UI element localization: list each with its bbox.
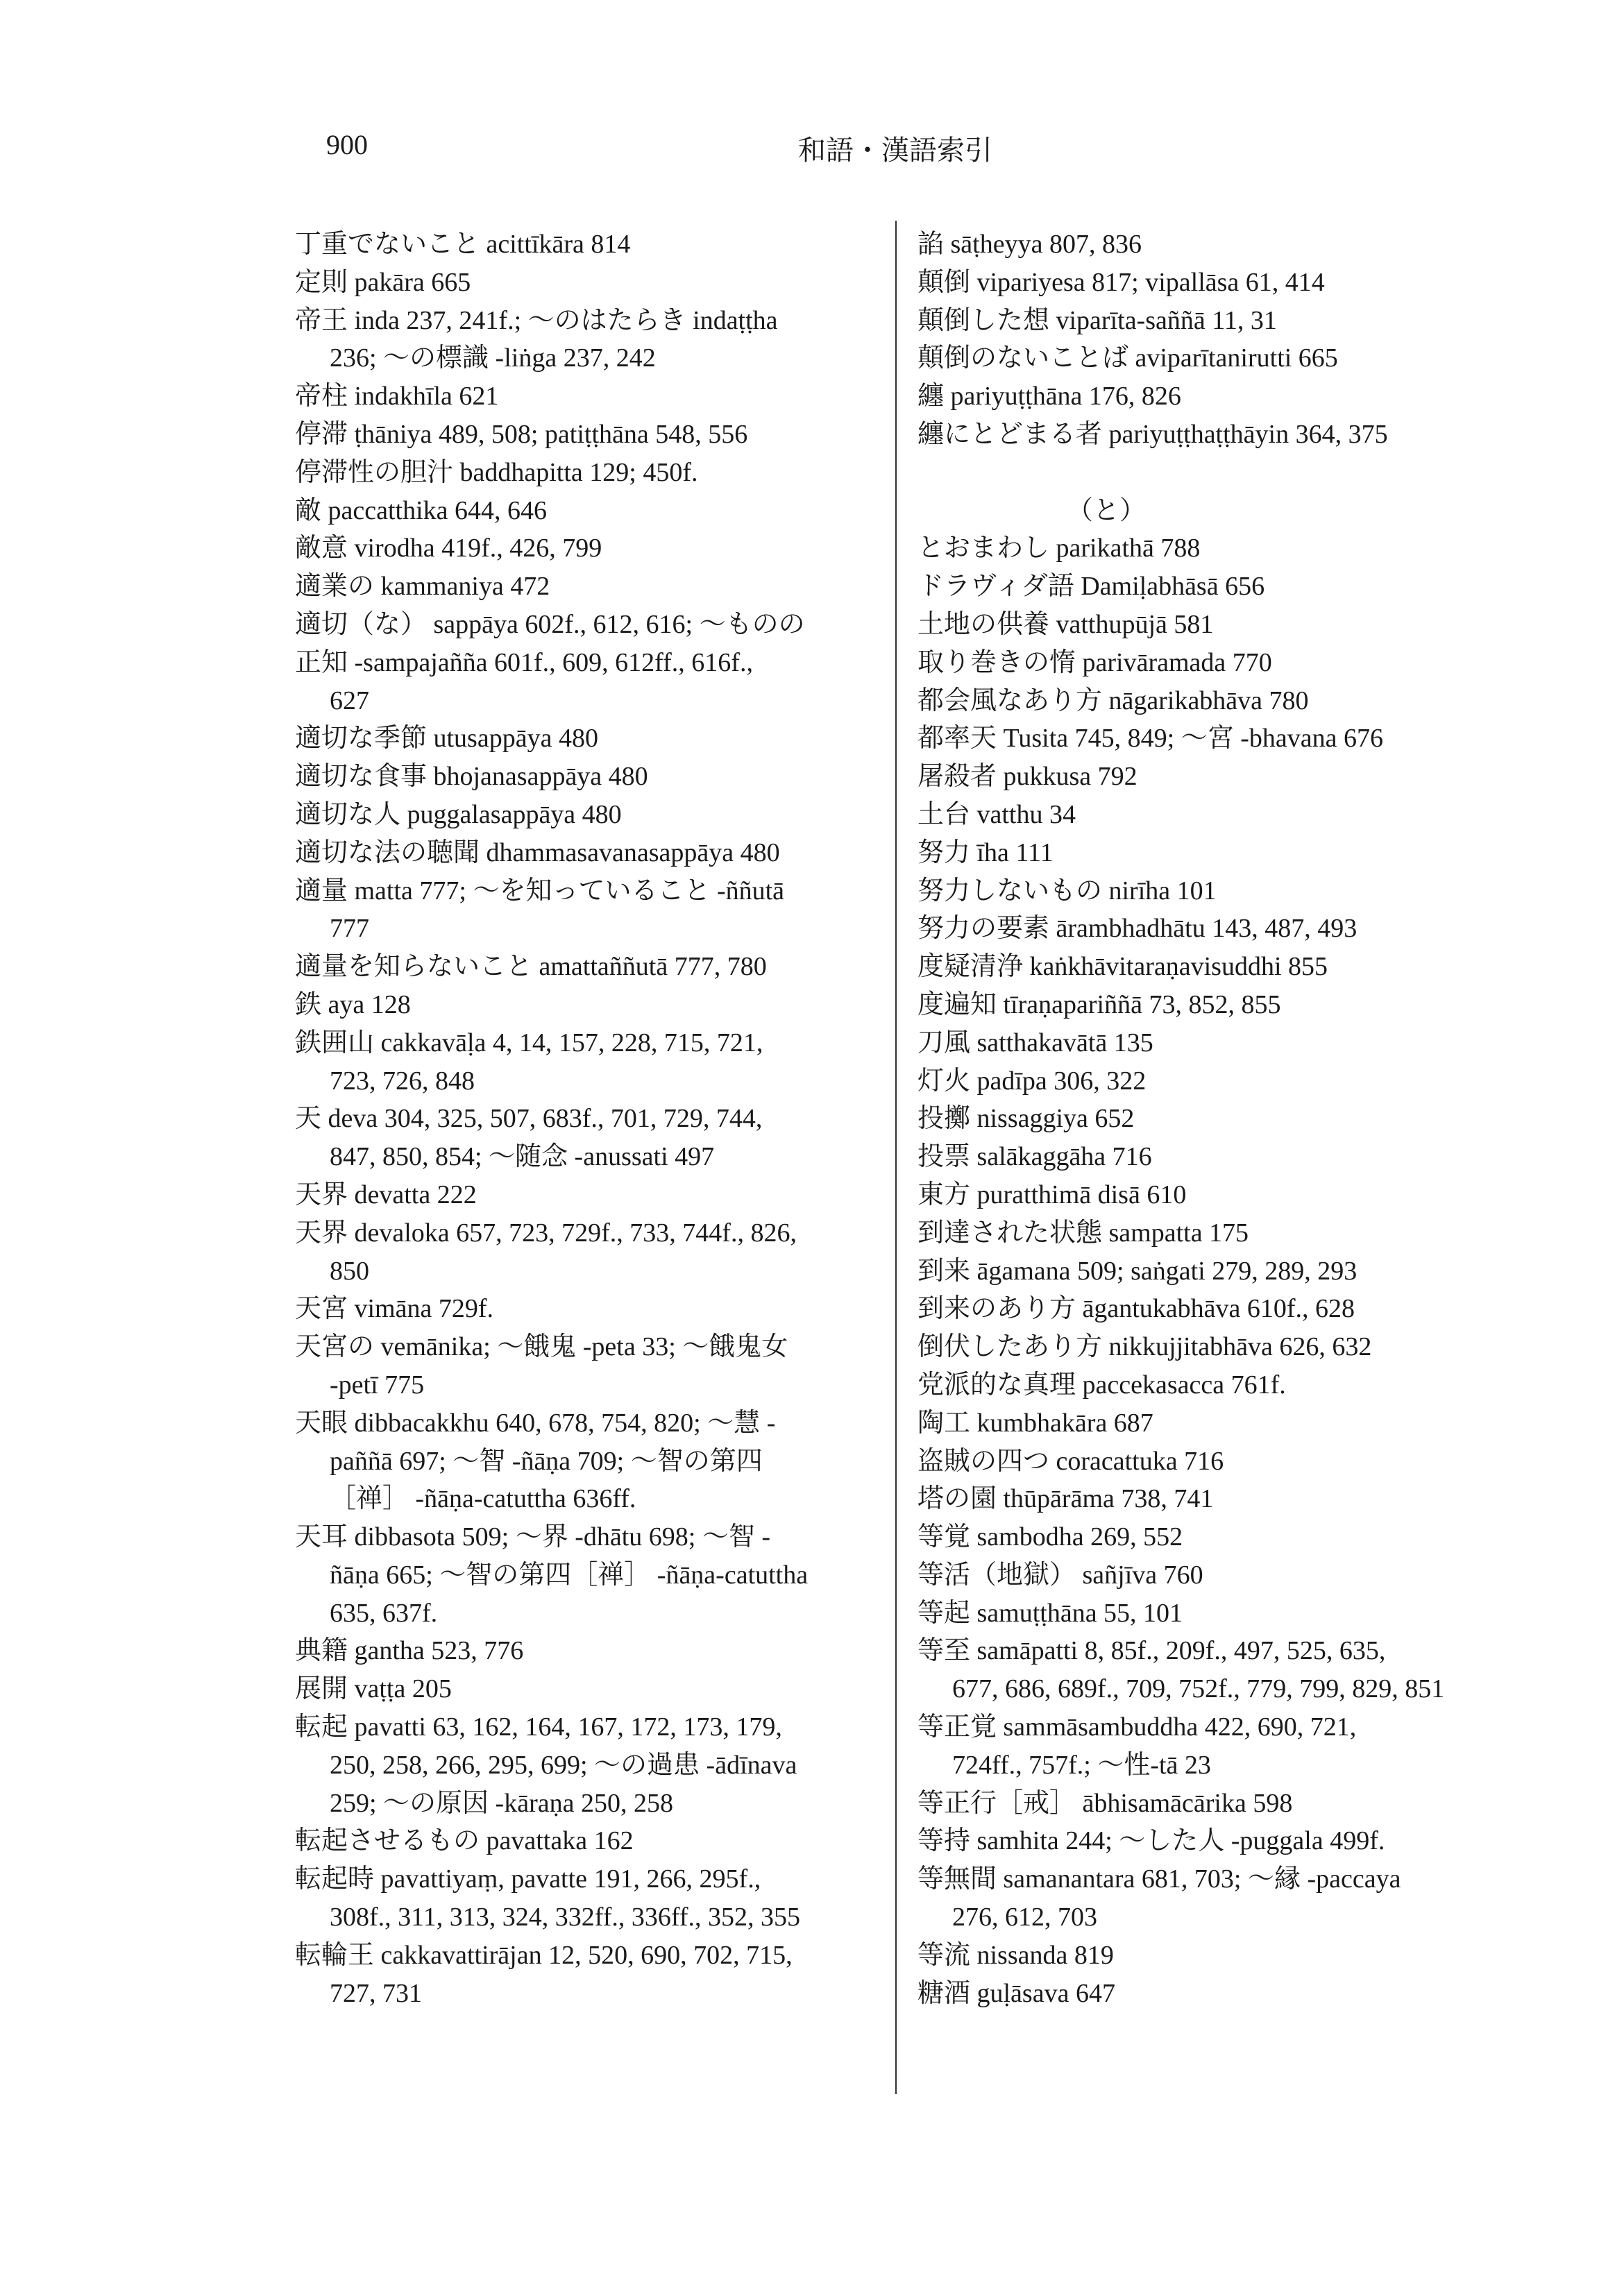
index-entry-continuation: ［禅］ -ñāṇa-catuttha 636ff. — [330, 1484, 636, 1514]
index-entry: 糖酒 guḷāsava 647 — [917, 1978, 1115, 2008]
index-entry: 等無間 samanantara 681, 703; ～縁 -paccaya — [917, 1864, 1401, 1894]
index-entry: 等至 samāpatti 8, 85f., 209f., 497, 525, 635, — [917, 1636, 1386, 1666]
index-entry: 灯火 padīpa 306, 322 — [917, 1066, 1147, 1096]
index-entry: 等活（地獄） sañjīva 760 — [917, 1560, 1203, 1590]
index-entry: 天界 devatta 222 — [295, 1180, 477, 1209]
index-entry-continuation: 677, 686, 689f., 709, 752f., 779, 799, 829, 851 — [952, 1674, 1445, 1704]
index-entry: 転起させるもの pavattaka 162 — [295, 1826, 634, 1856]
index-entry: 適業の kammaniya 472 — [295, 572, 550, 602]
index-entry: 顛倒 vipariyesa 817; vipallāsa 61, 414 — [917, 267, 1325, 297]
index-entry: 纏 pariyuṭṭhāna 176, 826 — [917, 382, 1181, 411]
index-entry: 刀風 satthakavātā 135 — [917, 1028, 1153, 1057]
index-entry: 天眼 dibbacakkhu 640, 678, 754, 820; ～慧 - — [295, 1408, 776, 1438]
index-entry: 投擲 nissaggiya 652 — [917, 1104, 1135, 1134]
index-entry: 努力の要素 ārambhadhātu 143, 487, 493 — [917, 914, 1357, 944]
index-entry: 適切な法の聴聞 dhammasavanasappāya 480 — [295, 837, 780, 867]
index-entry: 纏にとどまる者 pariyuṭṭhaṭṭhāyin 364, 375 — [917, 419, 1388, 449]
index-entry: 転起時 pavattiyaṃ, pavatte 191, 266, 295f., — [295, 1864, 761, 1894]
index-entry-continuation: 259; ～の原因 -kāraṇa 250, 258 — [330, 1788, 673, 1818]
index-entry: 陶工 kumbhakāra 687 — [917, 1408, 1153, 1438]
index-entry-continuation: 723, 726, 848 — [330, 1066, 475, 1096]
index-entry: 諂 sāṭheyya 807, 836 — [917, 230, 1142, 259]
index-entry-continuation: 727, 731 — [330, 1978, 422, 2008]
right-column — [917, 226, 1500, 2012]
index-entry: 顛倒した想 viparīta-saññā 11, 31 — [917, 305, 1277, 335]
index-entry: 鉄囲山 cakkavāḷa 4, 14, 157, 228, 715, 721, — [295, 1028, 763, 1057]
index-entry: 努力しないもの nirīha 101 — [917, 876, 1217, 905]
index-entry-continuation: 308f., 311, 313, 324, 332ff., 336ff., 352, 355 — [330, 1903, 800, 1932]
index-entry-continuation: 276, 612, 703 — [952, 1903, 1097, 1932]
index-entry-continuation: 627 — [330, 686, 369, 715]
index-entry: 適切な季節 utusappāya 480 — [295, 724, 598, 754]
index-entry-continuation: 236; ～の標識 -liṅga 237, 242 — [330, 343, 656, 373]
index-entry: 停滞 ṭhāniya 489, 508; patiṭṭhāna 548, 556 — [295, 419, 748, 449]
index-entry-continuation: 847, 850, 854; ～随念 -anussati 497 — [330, 1142, 715, 1172]
index-entry: 東方 puratthimā disā 610 — [917, 1180, 1187, 1209]
index-entry: 天 deva 304, 325, 507, 683f., 701, 729, 744, — [295, 1104, 763, 1134]
index-entry-continuation: 250, 258, 266, 295, 699; ～の過患 -ādīnava — [330, 1750, 797, 1780]
index-entry: 等持 samhita 244; ～した人 -puggala 499f. — [917, 1826, 1385, 1856]
index-entry: 天宮の vemānika; ～餓鬼 -peta 33; ～餓鬼女 — [295, 1332, 788, 1362]
index-entry: 等流 nissanda 819 — [917, 1940, 1114, 1970]
index-entry: 鉄 aya 128 — [295, 989, 411, 1019]
index-entry: 転起 pavatti 63, 162, 164, 167, 172, 173, 179, — [295, 1712, 782, 1742]
index-entry: 停滞性の胆汁 baddhapitta 129; 450f. — [295, 457, 698, 487]
index-entry: 投票 salākaggāha 716 — [917, 1142, 1152, 1172]
index-entry: 屠殺者 pukkusa 792 — [917, 762, 1137, 792]
index-entry: 盗賊の四つ coracattuka 716 — [917, 1446, 1224, 1476]
index-entry-continuation: 850 — [330, 1256, 369, 1286]
index-entry: 帝王 inda 237, 241f.; ～のはたらき indaṭṭha — [295, 305, 778, 335]
index-entry: ドラヴィダ語 Damiḷabhāsā 656 — [917, 572, 1265, 602]
index-entry: 党派的な真理 paccekasacca 761f. — [917, 1370, 1286, 1400]
running-header-title: 和語・漢語索引 — [798, 135, 992, 166]
section-heading: （と） — [1067, 495, 1147, 525]
index-entry: 適切（な） sappāya 602f., 612, 616; ～ものの — [295, 609, 805, 639]
index-entry-continuation: paññā 697; ～智 -ñāṇa 709; ～智の第四 — [330, 1446, 763, 1476]
index-entry: 都会風なあり方 nāgarikabhāva 780 — [917, 686, 1309, 715]
index-entry: 到達された状態 sampatta 175 — [917, 1218, 1249, 1248]
index-entry: 等正覚 sammāsambuddha 422, 690, 721, — [917, 1712, 1357, 1742]
index-entry-continuation: ñāṇa 665; ～智の第四［禅］ -ñāṇa-catuttha — [330, 1560, 809, 1590]
index-entry: 転輪王 cakkavattirājan 12, 520, 690, 702, 715, — [295, 1940, 793, 1970]
index-entry: 努力 īha 111 — [917, 837, 1054, 867]
blank-line — [917, 454, 1500, 492]
left-column — [295, 226, 874, 2012]
index-entry: 等覚 sambodha 269, 552 — [917, 1522, 1183, 1552]
index-entry: 到来 āgamana 509; saṅgati 279, 289, 293 — [917, 1256, 1357, 1286]
index-entry-continuation: -petī 775 — [330, 1370, 425, 1400]
index-entry: 適切な人 puggalasappāya 480 — [295, 799, 622, 829]
page-number: 900 — [326, 129, 368, 160]
index-entry-continuation: 777 — [330, 914, 369, 944]
index-entry: 天界 devaloka 657, 723, 729f., 733, 744f., 826, — [295, 1218, 797, 1248]
index-entry: 帝柱 indakhīla 621 — [295, 382, 499, 411]
index-entry: 等正行［戒］ ābhisamācārika 598 — [917, 1788, 1293, 1818]
index-entry: 敵 paccatthika 644, 646 — [295, 495, 548, 525]
index-entry: とおまわし parikathā 788 — [917, 534, 1201, 563]
index-entry: 都率天 Tusita 745, 849; ～宮 -bhavana 676 — [917, 724, 1383, 754]
index-entry: 定則 pakāra 665 — [295, 267, 471, 297]
index-entry: 天耳 dibbasota 509; ～界 -dhātu 698; ～智 - — [295, 1522, 770, 1552]
index-entry: 適切な食事 bhojanasappāya 480 — [295, 762, 648, 792]
index-entry: 度遍知 tīraṇapariññā 73, 852, 855 — [917, 989, 1281, 1019]
index-entry: 正知 -sampajañña 601f., 609, 612ff., 616f., — [295, 647, 753, 677]
index-entry: 倒伏したあり方 nikkujjitabhāva 626, 632 — [917, 1332, 1372, 1362]
index-entry: 顛倒のないことば aviparītanirutti 665 — [917, 343, 1338, 373]
index-entry: 展開 vaṭṭa 205 — [295, 1674, 452, 1704]
index-entry: 敵意 virodha 419f., 426, 799 — [295, 534, 602, 563]
index-entry: 適量 matta 777; ～を知っていること -ññutā — [295, 876, 785, 905]
index-entry: 土地の供養 vatthupūjā 581 — [917, 609, 1214, 639]
index-entry: 等起 samuṭṭhāna 55, 101 — [917, 1598, 1183, 1628]
index-entry: 天宮 vimāna 729f. — [295, 1294, 494, 1324]
index-entry: 到来のあり方 āgantukabhāva 610f., 628 — [917, 1294, 1355, 1324]
index-entry-continuation: 724ff., 757f.; ～性-tā 23 — [952, 1750, 1211, 1780]
index-entry: 取り巻きの惰 parivāramada 770 — [917, 647, 1272, 677]
index-entry: 適量を知らないこと amattaññutā 777, 780 — [295, 952, 767, 982]
index-entry: 土台 vatthu 34 — [917, 799, 1076, 829]
index-entry: 度疑清浄 kaṅkhāvitaraṇavisuddhi 855 — [917, 952, 1328, 982]
column-divider — [895, 221, 897, 2094]
index-entry: 典籍 gantha 523, 776 — [295, 1636, 524, 1666]
index-entry: 丁重でないこと acittīkāra 814 — [295, 230, 631, 259]
index-entry-continuation: 635, 637f. — [330, 1598, 438, 1628]
index-entry: 塔の園 thūpārāma 738, 741 — [917, 1484, 1214, 1514]
